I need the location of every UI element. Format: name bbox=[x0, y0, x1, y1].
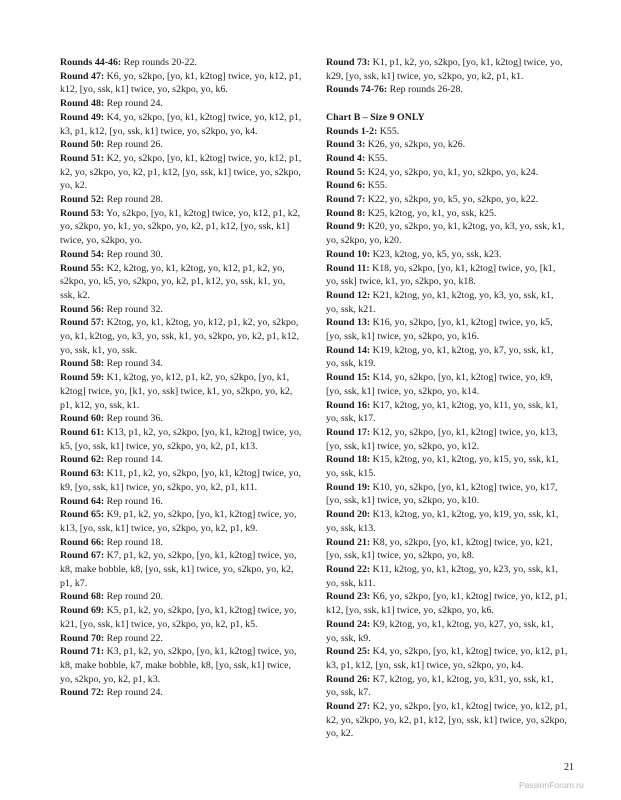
round-instructions: K18, yo, s2kpo, [yo, k1, k2tog] twice, yo, [k1, yo, ssk] twice, k1, yo, s2kpo, yo, k18. bbox=[326, 262, 556, 288]
round-instructions: K21, k2tog, yo, k1, k2tog, yo, k3, yo, ssk, k1, yo, ssk, k21. bbox=[326, 289, 554, 315]
round-entry bbox=[60, 111, 302, 138]
round-label: Round 59: bbox=[60, 372, 105, 384]
round-label: Round 54: bbox=[60, 248, 105, 260]
round-entry bbox=[326, 207, 568, 221]
round-label: Round 60: bbox=[60, 413, 105, 425]
round-label: Round 3: bbox=[326, 139, 366, 151]
round-entry bbox=[326, 371, 568, 398]
round-label: Round 49: bbox=[60, 111, 105, 123]
round-label: Round 8: bbox=[326, 207, 366, 219]
round-entry bbox=[60, 152, 302, 193]
round-entry bbox=[60, 686, 302, 700]
chart-b-heading: Chart B – Size 9 ONLY bbox=[326, 111, 425, 123]
round-label: Round 7: bbox=[326, 194, 366, 206]
round-entry bbox=[60, 645, 302, 686]
round-entry bbox=[326, 508, 568, 535]
round-label: Round 10: bbox=[326, 248, 371, 260]
round-instructions: K9, p1, k2, yo, s2kpo, [yo, k1, k2tog] twice, yo, k13, [yo, ssk, k1] twice, yo, s2kpo, yo, k2, p1, k9. bbox=[60, 509, 297, 534]
round-label: Round 22: bbox=[326, 564, 371, 575]
round-label: Round 23: bbox=[326, 591, 371, 603]
round-entry bbox=[60, 371, 302, 412]
round-entry bbox=[60, 303, 302, 317]
round-label: Round 58: bbox=[60, 358, 105, 370]
round-label: Round 6: bbox=[326, 180, 366, 192]
round-instructions: Rep round 28. bbox=[104, 194, 163, 206]
round-entry bbox=[326, 618, 568, 645]
round-label: Round 19: bbox=[326, 481, 371, 493]
round-instructions: K20, yo, s2kpo, yo, k1, k2tog, yo, k3, yo, ssk, k1, yo, s2kpo, yo, k20. bbox=[326, 221, 565, 247]
round-instructions: K9, k2tog, yo, k1, k2tog, yo, k27, yo, ssk, k1, yo, ssk, k9. bbox=[326, 618, 554, 644]
round-instructions: K23, k2tog, yo, k5, yo, ssk, k23. bbox=[370, 248, 502, 260]
round-instructions: K11, p1, k2, yo, s2kpo, [yo, k1, k2tog] twice, yo, k9, [yo, ssk, k1] twice, yo, s2kpo, yo, k2, p1, k11. bbox=[60, 468, 302, 493]
round-entry bbox=[326, 248, 568, 262]
left-column bbox=[60, 56, 302, 700]
round-instructions: K2, yo, s2kpo, [yo, k1, k2tog] twice, yo, k12, p1, k2, yo, s2kpo, yo, k2, p1, k12, [yo, ssk, k1] twice, yo, s2kpo, yo, k2. bbox=[60, 152, 302, 192]
round-instructions: K6, yo, s2kpo, [yo, k1, k2tog] twice, yo, k12, p1, k12, [yo, ssk, k1] twice, yo, s2kpo, yo, k6. bbox=[326, 591, 568, 617]
round-instructions: K7, k2tog, yo, k1, k2tog, yo, k31, yo, ssk, k1, yo, ssk, k7. bbox=[326, 673, 554, 699]
round-entry bbox=[326, 179, 568, 193]
round-entry bbox=[326, 344, 568, 371]
round-instructions: K3, p1, k2, yo, s2kpo, [yo, k1, k2tog] twice, yo, k8, make bobble, k7, make bobble, k8, [yo, ssk, k1] twice, yo, s2kpo, yo, k2, p1, k3. bbox=[60, 646, 297, 685]
round-instructions: Rep round 16. bbox=[104, 495, 163, 507]
round-entry bbox=[60, 590, 302, 604]
round-entry bbox=[60, 357, 302, 371]
round-entry bbox=[60, 207, 302, 248]
round-entry bbox=[60, 248, 302, 262]
round-label: Round 9: bbox=[326, 221, 366, 233]
round-instructions: Rep round 34. bbox=[104, 358, 163, 370]
round-entry bbox=[326, 262, 568, 289]
round-entry bbox=[326, 563, 568, 590]
round-label: Round 68: bbox=[60, 591, 105, 603]
page-number: 21 bbox=[564, 762, 574, 773]
round-entry bbox=[60, 536, 302, 550]
round-label: Round 65: bbox=[60, 509, 105, 521]
round-instructions: K55. bbox=[365, 180, 388, 192]
round-entry bbox=[60, 412, 302, 426]
round-entry bbox=[326, 152, 568, 166]
right-column-top bbox=[326, 56, 568, 97]
round-label: Round 24: bbox=[326, 618, 371, 630]
round-instructions: K16, yo, s2kpo, [yo, k1, k2tog] twice, yo, k5, [yo, ssk, k1] twice, yo, s2kpo, yo, k16. bbox=[326, 317, 553, 343]
round-entry bbox=[326, 536, 568, 563]
round-entry bbox=[60, 604, 302, 631]
round-label: Round 20: bbox=[326, 509, 371, 521]
round-instructions: K12, yo, s2kpo, [yo, k1, k2tog] twice, yo, k13, [yo, ssk, k1] twice, yo, s2kpo, yo, k12. bbox=[326, 426, 558, 452]
round-entry bbox=[326, 481, 568, 508]
round-instructions: Yo, s2kpo, [yo, k1, k2tog] twice, yo, k12, p1, k2, yo, s2kpo, yo, k1, yo, s2kpo, yo, k2, p1, k12, [yo, ssk, k1] twice, yo, s2kpo, yo. bbox=[60, 207, 301, 247]
round-entry bbox=[326, 399, 568, 426]
round-label: Round 70: bbox=[60, 632, 105, 644]
round-instructions: K1, p1, k2, yo, s2kpo, [yo, k1, k2tog] twice, yo, k29, [yo, ssk, k1] twice, yo, s2kpo, yo, k2, p1, k1. bbox=[326, 57, 563, 82]
round-entry bbox=[326, 700, 568, 741]
round-entry bbox=[60, 70, 302, 97]
round-entry bbox=[326, 453, 568, 480]
round-instructions: Rep round 22. bbox=[104, 632, 163, 644]
round-label: Round 13: bbox=[326, 317, 371, 329]
round-entry bbox=[60, 262, 302, 303]
round-entry bbox=[326, 316, 568, 343]
round-entry bbox=[326, 645, 568, 672]
round-entry bbox=[60, 193, 302, 207]
round-label: Round 52: bbox=[60, 194, 105, 206]
round-instructions: Rep rounds 26-28. bbox=[387, 84, 463, 96]
round-entry bbox=[60, 138, 302, 152]
round-entry bbox=[60, 467, 302, 494]
round-label: Round 73: bbox=[326, 57, 371, 68]
round-instructions: K25, k2tog, yo, k1, yo, ssk, k25. bbox=[365, 207, 497, 219]
round-label: Round 5: bbox=[326, 166, 366, 178]
round-instructions: K6, yo, s2kpo, [yo, k1, k2tog] twice, yo, k12, p1, k12, [yo, ssk, k1] twice, yo, s2kpo, yo, k6. bbox=[60, 70, 302, 96]
round-label: Round 15: bbox=[326, 372, 371, 384]
round-instructions: K10, yo, s2kpo, [yo, k1, k2tog] twice, yo, k17, [yo, ssk, k1] twice, yo, s2kpo, yo, k10. bbox=[326, 481, 558, 507]
round-entry bbox=[326, 590, 568, 617]
round-label: Round 71: bbox=[60, 646, 105, 658]
chart-b-rounds bbox=[326, 125, 568, 742]
round-label: Round 50: bbox=[60, 139, 105, 151]
round-label: Round 11: bbox=[326, 262, 370, 274]
watermark: PassionForum.ru bbox=[519, 780, 584, 790]
round-instructions: K2, k2tog, yo, k1, k2tog, yo, k12, p1, k2, yo, s2kpo, yo, k5, yo, s2kpo, yo, k2, p1, k12, yo, ssk, k1, yo, ssk, k2. bbox=[60, 262, 286, 301]
round-entry bbox=[60, 97, 302, 111]
round-label: Round 12: bbox=[326, 289, 371, 301]
round-label: Round 67: bbox=[60, 550, 105, 562]
round-instructions: K8, yo, s2kpo, [yo, k1, k2tog] twice, yo, k21, [yo, ssk, k1] twice, yo, s2kpo, yo, k8. bbox=[326, 536, 553, 562]
round-label: Rounds 44-46: bbox=[60, 57, 122, 68]
round-entry bbox=[326, 673, 568, 700]
round-label: Round 4: bbox=[326, 152, 366, 164]
round-label: Round 72: bbox=[60, 687, 105, 699]
round-label: Round 57: bbox=[60, 317, 105, 329]
round-instructions: Rep round 30. bbox=[104, 248, 163, 260]
round-label: Round 62: bbox=[60, 454, 105, 466]
round-instructions: K7, p1, k2, yo, s2kpo, [yo, k1, k2tog] twice, yo, k8, make bobble, k8, [yo, ssk, k1] twice, yo, s2kpo, yo, k2, p1, k7. bbox=[60, 550, 297, 589]
round-entry bbox=[60, 426, 302, 453]
round-entry bbox=[60, 508, 302, 535]
round-instructions: K14, yo, s2kpo, [yo, k1, k2tog] twice, yo, k9, [yo, ssk, k1] twice, yo, s2kpo, yo, k14. bbox=[326, 372, 553, 397]
round-label: Round 61: bbox=[60, 426, 105, 438]
round-label: Round 18: bbox=[326, 454, 371, 466]
round-instructions: K4, yo, s2kpo, [yo, k1, k2tog] twice, yo, k12, p1, k3, p1, k12, [yo, ssk, k1] twice, yo, s2kpo, yo, k4. bbox=[60, 111, 302, 137]
round-instructions: K4, yo, s2kpo, [yo, k1, k2tog] twice, yo, k12, p1, k3, p1, k12, [yo, ssk, k1] twice, yo, s2kpo, yo, k4. bbox=[326, 646, 568, 671]
round-entry bbox=[326, 83, 568, 97]
round-entry bbox=[326, 289, 568, 316]
round-instructions: K13, p1, k2, yo, s2kpo, [yo, k1, k2tog] twice, yo, k5, [yo, ssk, k1] twice, yo, s2kpo, yo, k2, p1, k13. bbox=[60, 426, 302, 452]
round-instructions: Rep round 24. bbox=[104, 687, 163, 699]
round-instructions: Rep round 18. bbox=[104, 536, 163, 548]
round-entry bbox=[326, 193, 568, 207]
round-label: Round 56: bbox=[60, 303, 105, 315]
round-label: Round 51: bbox=[60, 152, 105, 164]
round-entry bbox=[326, 166, 568, 180]
round-instructions: K55. bbox=[377, 125, 400, 137]
round-label: Round 69: bbox=[60, 605, 105, 617]
round-instructions: Rep rounds 20-22. bbox=[121, 57, 197, 68]
round-label: Round 64: bbox=[60, 495, 105, 507]
round-label: Round 16: bbox=[326, 399, 371, 411]
round-entry bbox=[326, 426, 568, 453]
round-label: Round 27: bbox=[326, 701, 371, 713]
round-entry bbox=[326, 56, 568, 83]
round-instructions: K26, yo, s2kpo, yo, k26. bbox=[365, 139, 466, 151]
round-label: Round 55: bbox=[60, 262, 105, 274]
round-entry bbox=[60, 632, 302, 646]
round-instructions: K2, yo, s2kpo, [yo, k1, k2tog] twice, yo, k12, p1, k2, yo, s2kpo, yo, k2, p1, k12, [yo, ssk, k1] twice, yo, s2kpo, yo, k2. bbox=[326, 701, 568, 740]
round-label: Round 26: bbox=[326, 673, 371, 685]
round-instructions: K15, k2tog, yo, k1, k2tog, yo, k15, yo, ssk, k1, yo, ssk, k15. bbox=[326, 454, 559, 480]
round-label: Round 66: bbox=[60, 536, 105, 548]
round-label: Round 48: bbox=[60, 98, 105, 110]
round-entry bbox=[60, 549, 302, 590]
section-gap bbox=[326, 97, 568, 111]
round-instructions: K55. bbox=[365, 152, 388, 164]
round-instructions: K17, k2tog, yo, k1, k2tog, yo, k11, yo, ssk, k1, yo, ssk, k17. bbox=[326, 399, 558, 425]
round-label: Round 25: bbox=[326, 646, 371, 658]
round-entry bbox=[326, 125, 568, 139]
round-entry bbox=[60, 56, 302, 70]
round-label: Round 47: bbox=[60, 70, 105, 82]
right-column bbox=[326, 56, 568, 741]
round-label: Round 17: bbox=[326, 426, 371, 438]
round-instructions: K22, yo, s2kpo, yo, k5, yo, s2kpo, yo, k22. bbox=[365, 194, 539, 206]
round-instructions: Rep round 14. bbox=[104, 454, 163, 466]
round-instructions: Rep round 20. bbox=[104, 591, 163, 603]
round-instructions: Rep round 32. bbox=[104, 303, 163, 315]
round-entry bbox=[326, 220, 568, 247]
round-instructions: K11, k2tog, yo, k1, k2tog, yo, k23, yo, ssk, k1, yo, ssk, k11. bbox=[326, 564, 558, 589]
round-instructions: Rep round 24. bbox=[104, 98, 163, 110]
round-instructions: K2tog, yo, k1, k2tog, yo, k12, p1, k2, yo, s2kpo, yo, k1, k2tog, yo, k3, yo, ssk, k1, yo, s2kpo, yo, k2, p1, k12, yo, ssk, k1, yo, ssk. bbox=[60, 317, 299, 356]
round-instructions: Rep round 36. bbox=[104, 413, 163, 425]
round-entry bbox=[60, 495, 302, 509]
round-entry bbox=[326, 138, 568, 152]
round-instructions: K24, yo, s2kpo, yo, k1, yo, s2kpo, yo, k24. bbox=[365, 166, 539, 178]
round-label: Rounds 1-2: bbox=[326, 125, 378, 137]
round-label: Rounds 74-76: bbox=[326, 84, 388, 96]
round-instructions: K19, k2tog, yo, k1, k2tog, yo, k7, yo, ssk, k1, yo, ssk, k19. bbox=[326, 344, 554, 370]
round-instructions: K5, p1, k2, yo, s2kpo, [yo, k1, k2tog] twice, yo, k21, [yo, ssk, k1] twice, yo, s2kpo, yo, k2, p1, k5. bbox=[60, 605, 297, 630]
round-label: Round 63: bbox=[60, 468, 105, 480]
round-instructions: K1, k2tog, yo, k12, p1, k2, yo, s2kpo, [yo, k1, k2tog] twice, yo, [k1, yo, ssk] twice, k1, yo, s2kpo, yo, k2, p1, k12, yo, ssk, k1. bbox=[60, 372, 293, 411]
round-instructions: K13, k2tog, yo, k1, k2tog, yo, k19, yo, ssk, k1, yo, ssk, k13. bbox=[326, 509, 559, 534]
round-instructions: Rep round 26. bbox=[104, 139, 163, 151]
round-entry bbox=[60, 453, 302, 467]
round-label: Round 53: bbox=[60, 207, 105, 219]
round-label: Round 21: bbox=[326, 536, 371, 548]
round-label: Round 14: bbox=[326, 344, 371, 356]
round-entry bbox=[60, 316, 302, 357]
